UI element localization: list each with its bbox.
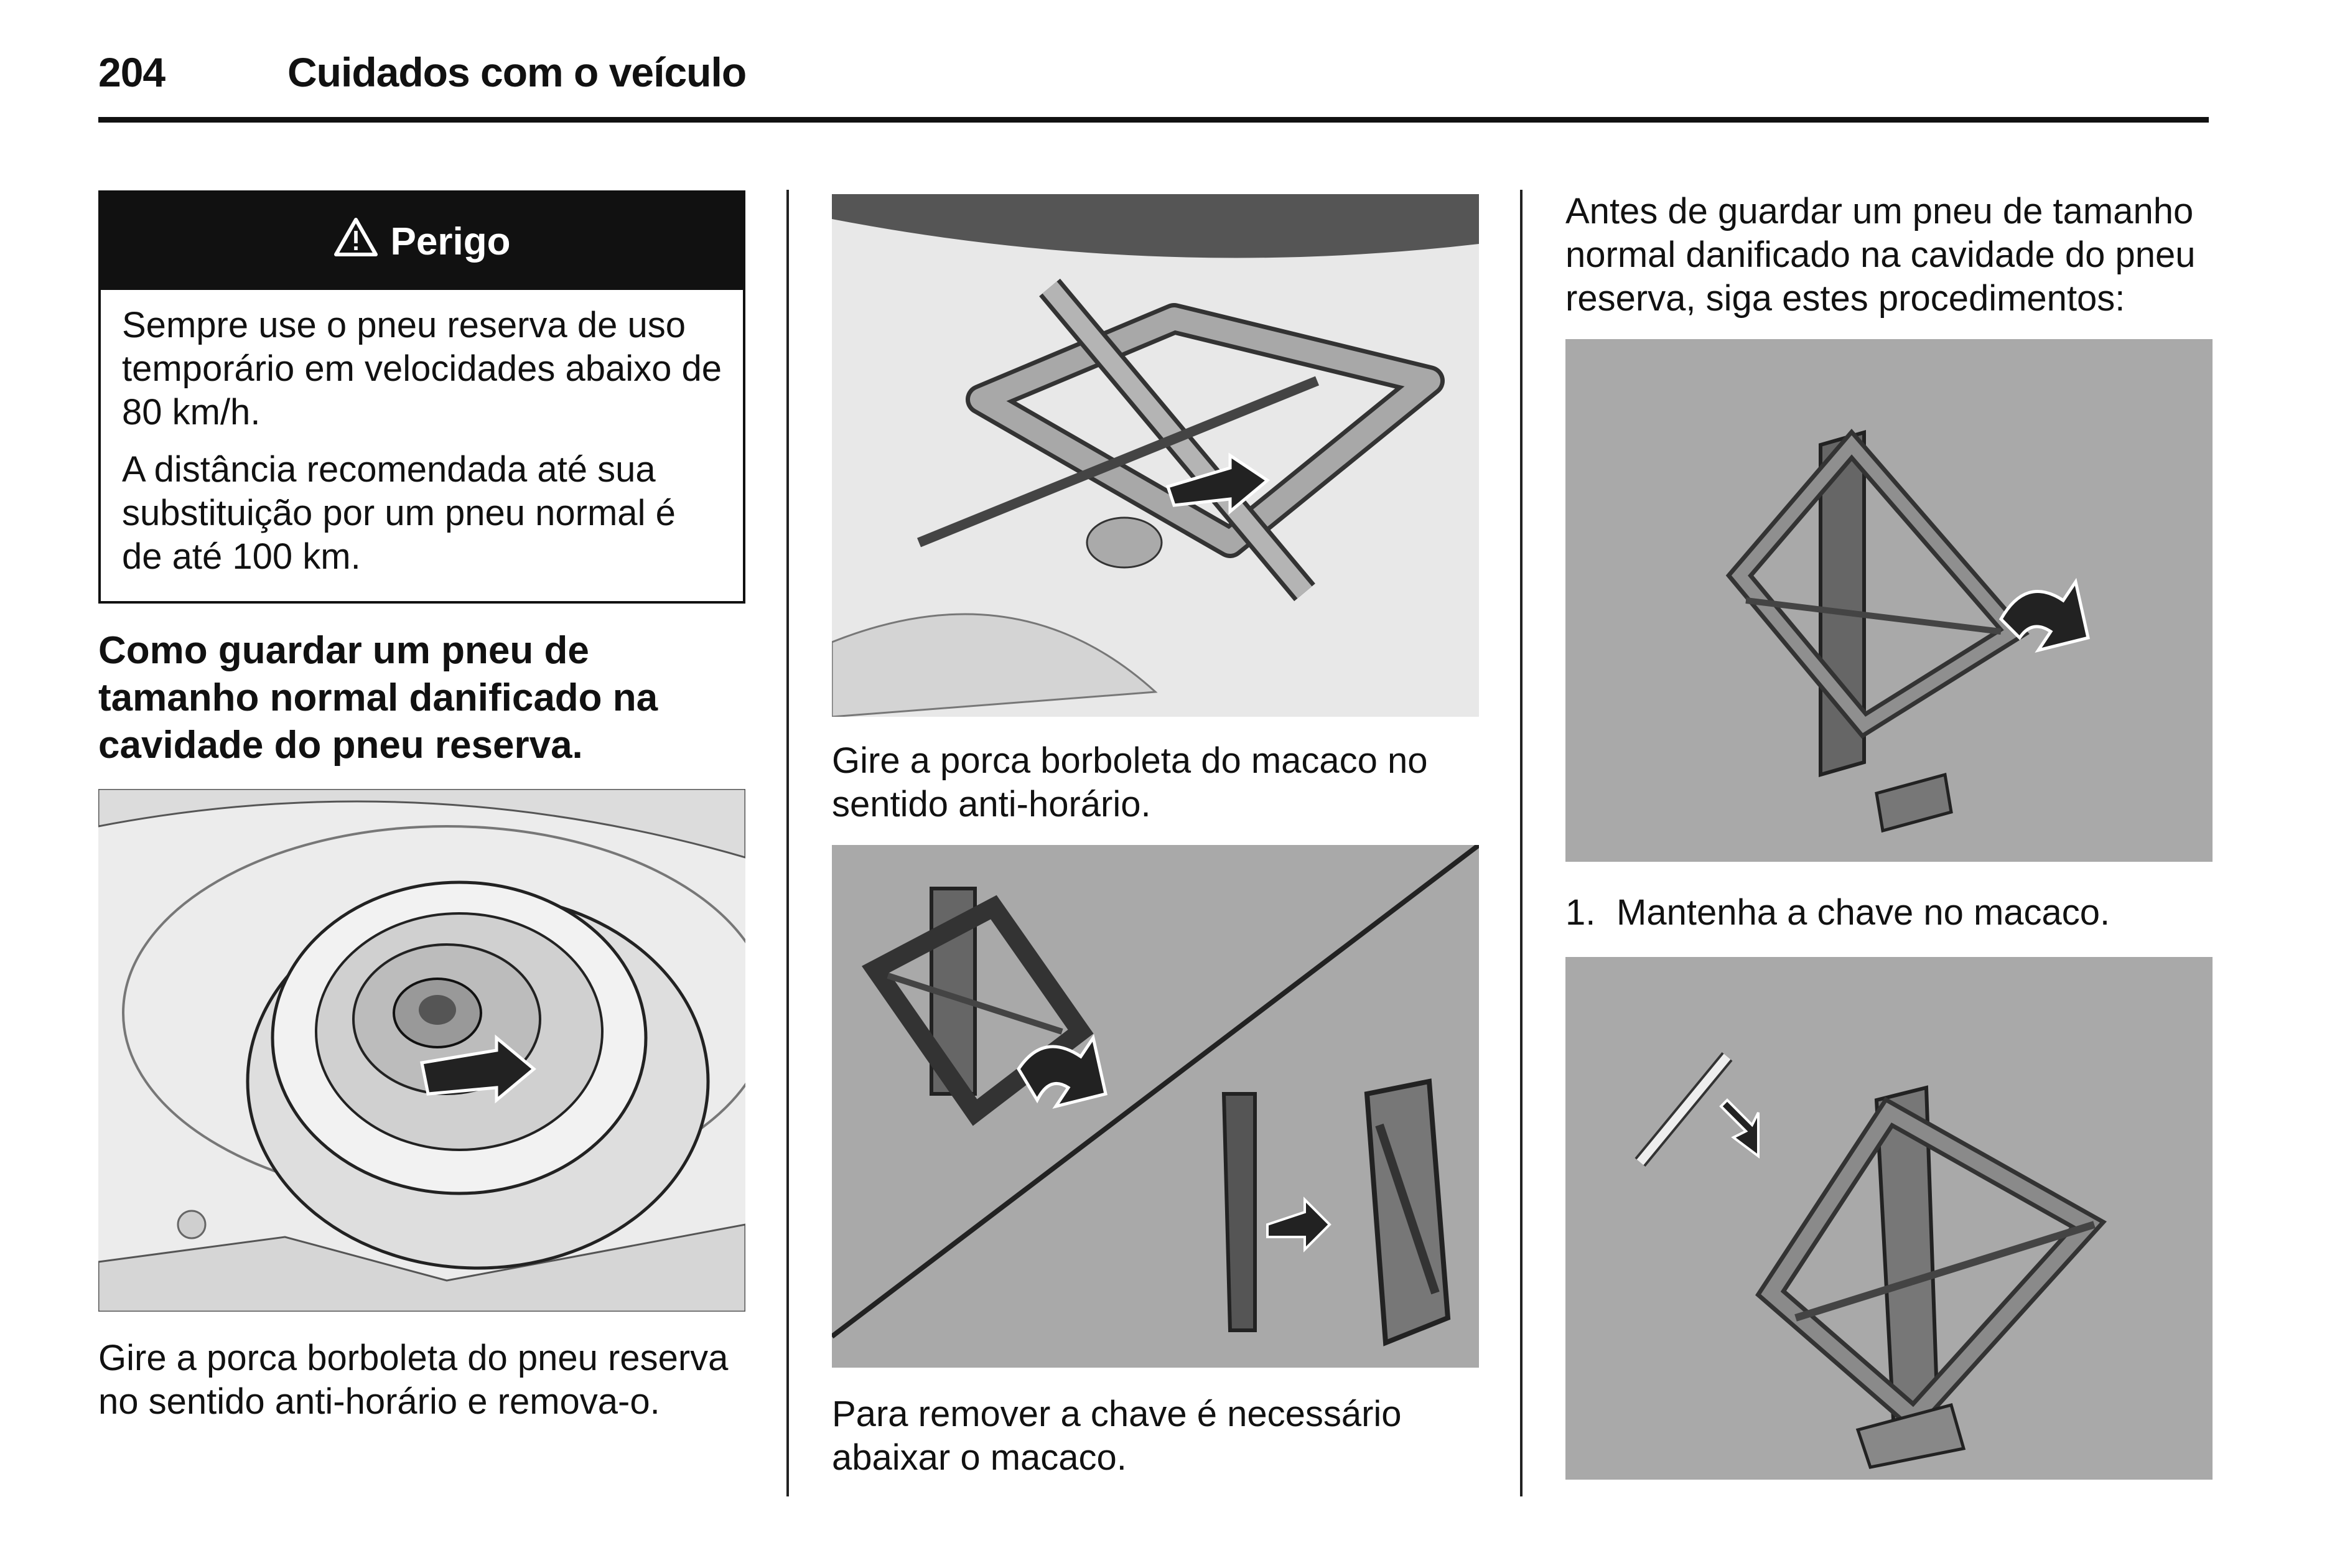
step-number: 1.: [1565, 892, 1596, 933]
step-text: Mantenha a chave no macaco.: [1616, 892, 2110, 933]
warning-paragraph: A distância recomendada até sua substituição por um pneu normal é de até 100 km.: [122, 449, 676, 577]
column-divider-left: [786, 190, 789, 1496]
remove-wrench-caption: Para remover a chave é necessário abaixar o macaco.: [832, 1394, 1402, 1478]
jack-rotation-illustration: [1565, 339, 2213, 862]
spare-tire-caption: Gire a porca borboleta do pneu reserva no sentido anti-horário e remova-o.: [98, 1338, 729, 1422]
jack-wingnut-caption: Gire a porca borboleta do macaco no sentido anti-horário.: [832, 740, 1428, 824]
spare-tire-illustration: [98, 789, 745, 1312]
danger-warning-box: [98, 190, 745, 604]
section-heading: Como guardar um pneu de tamanho normal danificado na cavidade do pneu reserva.: [98, 629, 658, 767]
warning-paragraph: Sempre use o pneu reserva de uso temporário em velocidades abaixo de 80 km/h.: [122, 305, 722, 432]
column-divider-right: [1520, 190, 1523, 1496]
warning-title: Perigo: [390, 220, 511, 263]
jack-key-illustration: [1565, 957, 2213, 1480]
warning-header: [101, 193, 743, 290]
remove-wrench-illustration: [832, 845, 1479, 1368]
header-rule: [98, 117, 2209, 123]
jack-wingnut-illustration: [832, 194, 1479, 717]
warning-triangle-icon: [333, 217, 378, 266]
chapter-title: Cuidados com o veículo: [287, 49, 747, 95]
page-number: 204: [98, 49, 166, 95]
intro-paragraph: Antes de guardar um pneu de tamanho normal danificado na cavidade do pneu reserva, siga estes procedimentos:: [1565, 191, 2196, 319]
